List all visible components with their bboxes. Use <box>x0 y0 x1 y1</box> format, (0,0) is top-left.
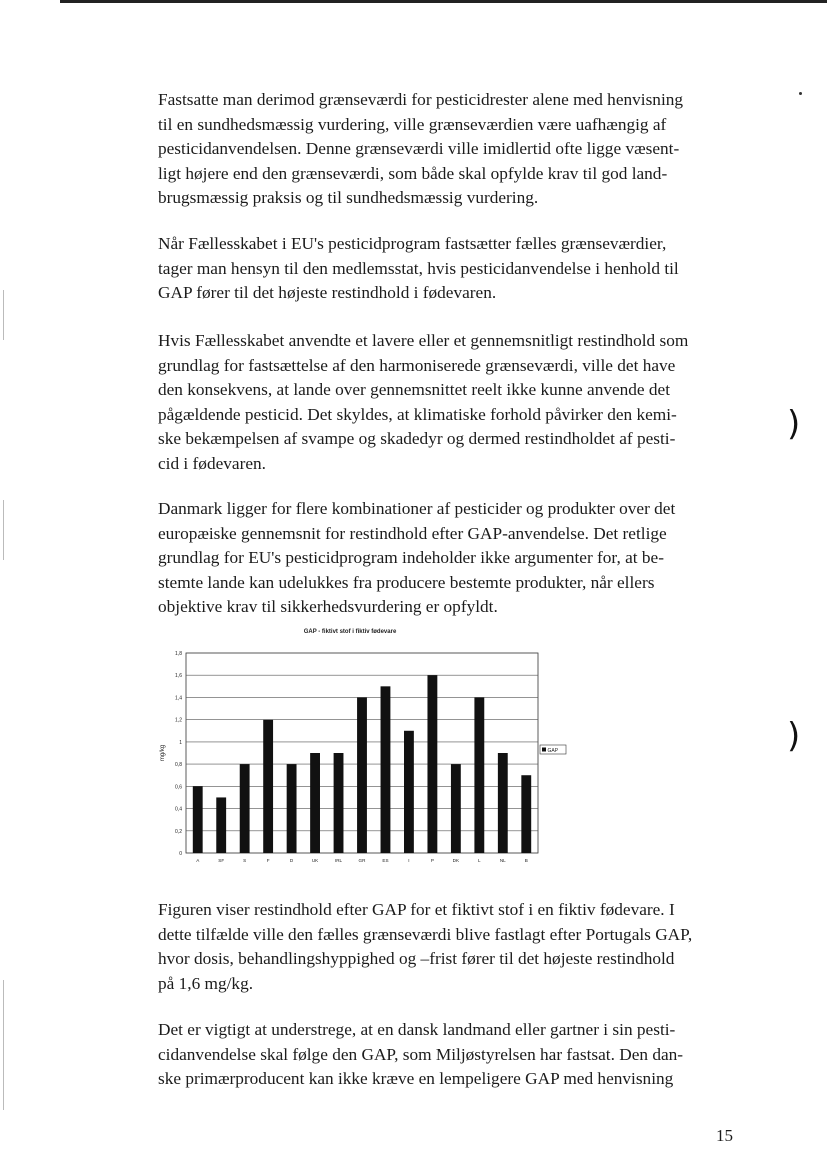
y-tick-label: 0,8 <box>175 762 182 769</box>
y-tick-label: 0 <box>179 851 182 857</box>
text-line: Figuren viser restindhold efter GAP for et fiktivt stof i en fiktiv fødevare. I <box>158 900 675 919</box>
x-tick-label: D <box>289 858 294 863</box>
paragraph-6 <box>158 1018 748 1092</box>
x-tick-label: L <box>478 858 481 863</box>
text-line: cid i fødevaren. <box>158 453 266 473</box>
text-line: grundlag for fastsættelse af den harmoniserede grænseværdi, ville det have <box>158 355 676 375</box>
bar <box>521 775 531 853</box>
text-line: grundlag for EU's pesticidprogram indeholder ikke argumenter for, at be- <box>158 548 664 567</box>
x-tick-label: IRL <box>334 858 343 863</box>
text-line: brugsmæssig praksis og til sundhedsmæssig vurdering. <box>158 188 539 207</box>
text-line: europæiske gennemsnit for restindhold efter GAP-anvendelse. Det retlige <box>158 523 667 543</box>
bar <box>216 797 226 853</box>
text-line: Hvis Fællesskabet anvendte et lavere eller et gennemsnitligt restindhold som <box>158 331 689 350</box>
y-tick-label: 1,2 <box>175 717 182 724</box>
text-line: Det er vigtigt at understrege, at en dansk landmand eller gartner i sin pesti- <box>158 1020 676 1039</box>
page-number: 15 <box>716 1126 733 1145</box>
paragraph-5 <box>158 898 748 996</box>
x-tick-label: UK <box>311 858 319 863</box>
margin-mark <box>3 980 4 1110</box>
y-tick-label: 0,4 <box>175 806 182 813</box>
bar <box>357 697 367 853</box>
text-line: objektive krav til sikkerhedsvurdering er opfyldt. <box>158 597 498 616</box>
text-line: til en sundhedsmæssig vurdering, ville grænseværdien være uafhængig af <box>158 114 667 134</box>
text-line: GAP fører til det højeste restindhold i fødevaren. <box>158 283 497 302</box>
margin-bracket: ) <box>787 716 801 756</box>
bar <box>263 720 273 853</box>
y-axis-label: mg/kg <box>160 744 166 762</box>
x-tick-label: DK <box>452 858 460 863</box>
top-scan-line <box>60 0 827 3</box>
paragraph-4 <box>158 497 748 620</box>
x-tick-label: GR <box>358 858 366 863</box>
text-line: ske bekæmpelsen af svampe og skadedyr og dermed restindholdet af pesti- <box>158 429 676 448</box>
text-line: Fastsatte man derimod grænseværdi for pesticidrester alene med henvisning <box>158 90 684 109</box>
bar <box>240 764 250 853</box>
text-line: på 1,6 mg/kg. <box>158 973 254 993</box>
x-tick-label: I <box>408 858 410 863</box>
margin-bracket: ) <box>787 404 801 444</box>
chart-title: GAP - fiktivt stof i fiktiv fødevare <box>303 629 397 635</box>
gap-chart <box>150 625 570 875</box>
text-line: dette tilfælde ville den fælles grænseværdi blive fastlagt efter Portugals GAP, <box>158 924 693 944</box>
x-tick-label: ES <box>382 858 389 863</box>
paragraph-2 <box>158 232 748 306</box>
bar <box>498 753 508 853</box>
text-line: Danmark ligger for flere kombinationer af pesticider og produkter over det <box>158 499 676 518</box>
text-line: ske primærproducent kan ikke kræve en lempeligere GAP med henvisning <box>158 1069 674 1088</box>
y-tick-label: 1,6 <box>175 673 182 680</box>
x-tick-label: NL <box>499 858 506 863</box>
legend-swatch <box>542 748 546 752</box>
x-tick-label: SF <box>218 858 225 863</box>
y-tick-label: 0,2 <box>175 828 182 835</box>
text-line: hvor dosis, behandlingshyppighed og –frist fører til det højeste restindhold <box>158 949 675 968</box>
bar <box>193 786 203 853</box>
bar <box>310 753 320 853</box>
bar <box>287 764 297 853</box>
bar <box>474 697 484 853</box>
x-tick-label: A <box>196 858 200 863</box>
text-line: den konsekvens, at lande over gennemsnittet reelt ikke kunne anvende det <box>158 380 671 399</box>
text-line: tager man hensyn til den medlemsstat, hvis pesticidanvendelse i henhold til <box>158 258 679 278</box>
x-tick-label: S <box>243 858 247 863</box>
y-tick-label: 1 <box>179 739 182 746</box>
x-tick-label: F <box>266 858 270 863</box>
y-tick-label: 1,4 <box>175 695 182 702</box>
text-line: cidanvendelse skal følge den GAP, som Miljøstyrelsen har fastsat. Den dan- <box>158 1044 684 1064</box>
bar <box>381 686 391 853</box>
legend-label: GAP <box>547 748 559 754</box>
text-line: stemte lande kan udelukkes fra producere bestemte produkter, når ellers <box>158 572 655 592</box>
bar <box>334 753 344 853</box>
y-tick-label: 0,6 <box>175 784 182 791</box>
paragraph-1 <box>158 88 748 211</box>
bar <box>404 731 414 853</box>
chart-svg <box>150 625 570 875</box>
margin-mark <box>3 500 4 560</box>
paragraph-3 <box>158 329 748 476</box>
text-line: pågældende pesticid. Det skyldes, at klimatiske forhold påvirker den kemi- <box>158 404 677 424</box>
margin-mark <box>3 290 4 340</box>
y-tick-label: 1,8 <box>175 651 182 657</box>
x-tick-label: B <box>524 858 528 863</box>
text-line: Når Fællesskabet i EU's pesticidprogram fastsætter fælles grænseværdier, <box>158 234 667 253</box>
bar <box>451 764 461 853</box>
bar <box>427 675 437 853</box>
scan-speck <box>799 92 802 95</box>
text-line: pesticidanvendelsen. Denne grænseværdi ville imidlertid ofte ligge væsent- <box>158 139 680 158</box>
text-line: ligt højere end den grænseværdi, som både skal opfylde krav til god land- <box>158 163 668 183</box>
x-tick-label: P <box>430 858 434 863</box>
